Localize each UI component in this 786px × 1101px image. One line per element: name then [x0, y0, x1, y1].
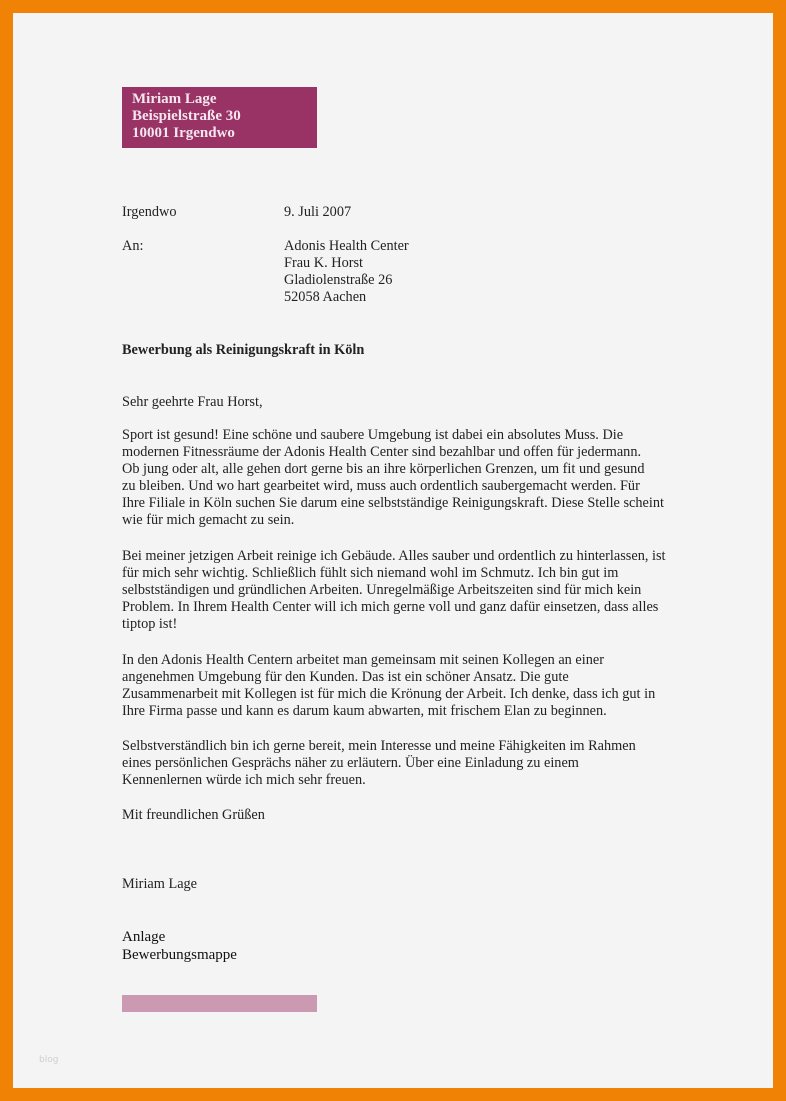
signature: Miriam Lage [122, 876, 198, 892]
text-line: eines persönlichen Gesprächs näher zu erläutern. Über eine Einladung zu einem [122, 755, 579, 772]
text-line: zu bleiben. Und wo hart gearbeitet wird, muss auch ordentlich saubergemacht werden. Für [122, 478, 640, 495]
text-line: Sport ist gesund! Eine schöne und saubere Umgebung ist dabei ein absolutes Muss. Die [122, 427, 624, 443]
closing: Mit freundlichen Grüßen [122, 807, 265, 823]
sender-street: Beispielstraße 30 [132, 108, 241, 124]
recipient-line: Adonis Health Center [284, 238, 409, 254]
text-line: Kennenlernen würde ich mich sehr freuen. [122, 772, 366, 789]
watermark: blog [39, 1055, 59, 1065]
letter-page [13, 13, 773, 1088]
text-line: modernen Fitnessräume der Adonis Health Center sind bezahlbar und offen für jedermann. [122, 444, 642, 461]
text-line: Zusammenarbeit mit Kollegen ist für mich die Krönung der Arbeit. Ich denke, dass ich gut in [122, 686, 656, 703]
sender-city: 10001 Irgendwo [132, 125, 235, 141]
text-line: Selbstverständlich bin ich gerne bereit, mein Interesse und meine Fähigkeiten im Rahmen [122, 738, 636, 754]
subject-line: Bewerbung als Reinigungskraft in Köln [122, 342, 365, 358]
enclosure-item: Bewerbungsmappe [122, 947, 237, 963]
text-line: selbstständigen und gründlichen Arbeiten. Unregelmäßige Arbeitszeiten sind für mich kein [122, 582, 642, 599]
body-paragraph-4 [122, 738, 702, 789]
text-line: In den Adonis Health Centern arbeitet man gemeinsam mit seinen Kollegen an einer [122, 652, 604, 668]
text-line: Ob jung oder alt, alle gehen dort gerne bis an ihre körperlichen Grenzen, um fit und gesund [122, 461, 645, 478]
sender-name: Miriam Lage [132, 91, 217, 107]
enclosure [122, 928, 237, 964]
body-paragraph-3 [122, 652, 702, 720]
recipient-line: 52058 Aachen [284, 289, 367, 306]
text-line: tiptop ist! [122, 616, 178, 633]
footer-accent-bar [122, 995, 317, 1012]
text-line: für mich sehr wichtig. Schließlich fühlt sich niemand wohl im Schmutz. Ich bin gut im [122, 565, 619, 582]
date: 9. Juli 2007 [284, 204, 352, 220]
enclosure-label: Anlage [122, 929, 166, 945]
body-paragraph-2 [122, 548, 702, 633]
text-line: Problem. In Ihrem Health Center will ich mich gerne voll und ganz dafür einsetzen, dass alles [122, 599, 659, 616]
recipient-label: An: [122, 238, 144, 254]
body-paragraph-1 [122, 427, 702, 530]
text-line: Ihre Firma passe und kann es darum kaum abwarten, mit frischem Elan zu beginnen. [122, 703, 607, 720]
text-line: angenehmen Umgebung für den Kunden. Das ist ein schöner Ansatz. Die gute [122, 669, 569, 686]
recipient-address [284, 238, 409, 306]
recipient-line: Frau K. Horst [284, 255, 364, 272]
text-line: Bei meiner jetzigen Arbeit reinige ich Gebäude. Alles sauber und ordentlich zu hinterlassen, ist [122, 548, 666, 564]
salutation: Sehr geehrte Frau Horst, [122, 394, 263, 410]
text-line: wie für mich gemacht zu sein. [122, 512, 295, 529]
recipient-line: Gladiolenstraße 26 [284, 272, 393, 289]
sender-address-box [122, 87, 317, 148]
text-line: Ihre Filiale in Köln suchen Sie darum eine selbstständige Reinigungskraft. Diese Stelle scheint [122, 495, 664, 512]
place: Irgendwo [122, 204, 177, 220]
